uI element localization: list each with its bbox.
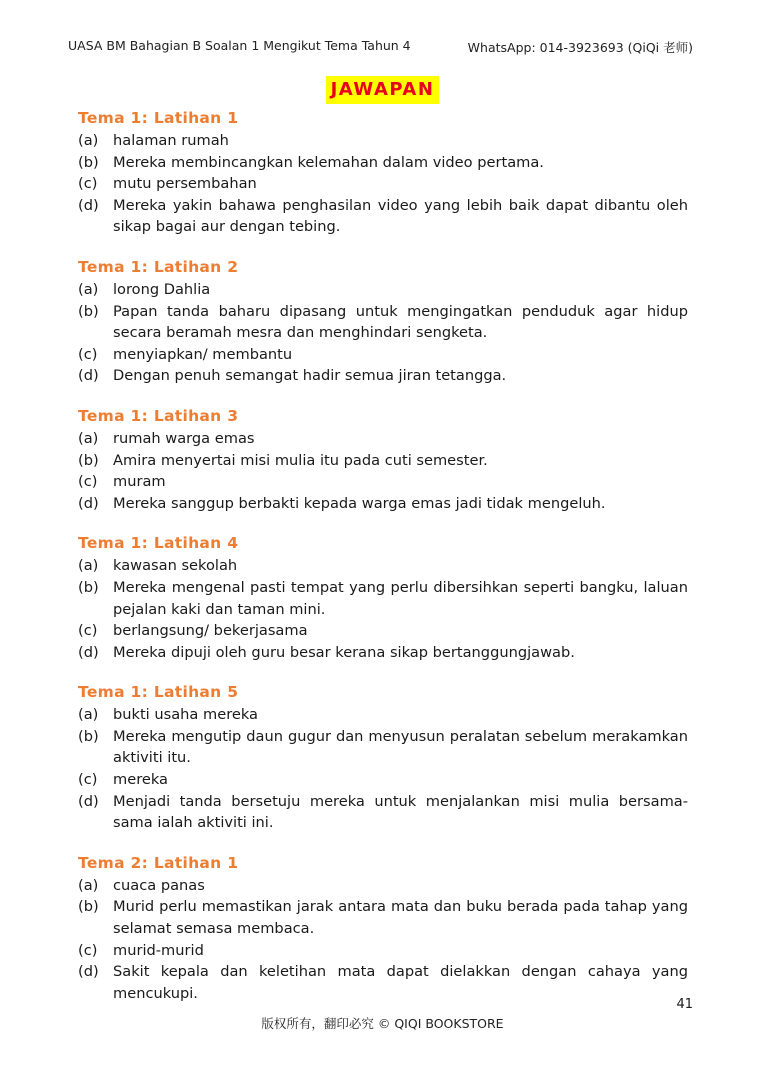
item-label: (b) <box>78 898 99 916</box>
section-title: Tema 1: Latihan 5 <box>78 683 239 702</box>
answer-item <box>78 195 688 238</box>
item-label: (c) <box>78 175 98 193</box>
answer-section <box>78 404 688 514</box>
answer-item <box>78 620 688 642</box>
header-title: UASA BM Bahagian B Soalan 1 Mengikut Tema Tahun 4 <box>68 38 411 53</box>
item-label: (d) <box>78 963 99 981</box>
item-text: berlangsung/ bekerjasama <box>113 622 308 640</box>
item-label: (c) <box>78 345 98 363</box>
item-text: Menjadi tanda bersetuju mereka untuk menjalankan misi mulia bersama-sama ialah aktiviti ini. <box>113 792 688 832</box>
item-text: menyiapkan/ membantu <box>113 345 293 363</box>
item-label: (b) <box>78 302 99 320</box>
item-text: bukti usaha mereka <box>113 706 258 724</box>
page-footer: 版权所有，翻印必究 © QIQI BOOKSTORE <box>261 1016 504 1031</box>
answer-item <box>78 555 688 577</box>
answer-item <box>78 428 688 450</box>
answer-item <box>78 704 688 726</box>
item-text: Murid perlu memastikan jarak antara mata dan buku berada pada tahap yang selamat semasa membaca. <box>113 898 688 938</box>
answer-item <box>78 173 688 195</box>
answer-item <box>78 961 688 1004</box>
item-label: (a) <box>78 876 99 894</box>
item-text: rumah warga emas <box>113 429 255 447</box>
item-text: Amira menyertai misi mulia itu pada cuti semester. <box>113 451 488 469</box>
item-label: (b) <box>78 153 99 171</box>
answer-item <box>78 152 688 174</box>
item-text: mutu persembahan <box>113 175 257 193</box>
answer-item <box>78 493 688 515</box>
item-label: (a) <box>78 280 99 298</box>
page-title: JAWAPAN <box>326 76 440 104</box>
page-header <box>68 38 693 56</box>
item-text: muram <box>113 473 166 491</box>
item-text: kawasan sekolah <box>113 557 238 575</box>
item-text: cuaca panas <box>113 876 205 894</box>
answer-section <box>78 255 688 387</box>
item-text: lorong Dahlia <box>113 280 211 298</box>
item-text: Papan tanda baharu dipasang untuk mengingatkan penduduk agar hidup secara beramah mesra dan menghindari sengketa. <box>113 302 688 342</box>
answer-item <box>78 450 688 472</box>
item-text: Sakit kepala dan keletihan mata dapat dielakkan dengan cahaya yang mencukupi. <box>113 963 688 1002</box>
item-text: Mereka membincangkan kelemahan dalam video pertama. <box>113 153 544 171</box>
item-label: (c) <box>78 771 98 789</box>
item-label: (d) <box>78 196 99 214</box>
item-label: (a) <box>78 132 99 149</box>
item-label: (d) <box>78 367 99 385</box>
item-label: (d) <box>78 643 99 661</box>
item-text: Mereka mengutip daun gugur dan menyusun peralatan sebelum merakamkan aktiviti itu. <box>113 727 688 767</box>
item-label: (b) <box>78 451 99 469</box>
answer-section <box>78 851 688 1005</box>
section-title: Tema 1: Latihan 2 <box>78 257 239 276</box>
answer-item <box>78 791 688 834</box>
item-text: Dengan penuh semangat hadir semua jiran tetangga. <box>113 367 507 385</box>
item-label: (a) <box>78 429 99 447</box>
item-text: halaman rumah <box>113 132 229 149</box>
section-title: Tema 1: Latihan 1 <box>78 109 239 127</box>
item-label: (c) <box>78 473 98 491</box>
answer-item <box>78 344 688 366</box>
header-contact: WhatsApp: 014-3923693 (QiQi 老师) <box>467 40 693 55</box>
title-wrapper <box>0 76 765 104</box>
answer-section <box>78 531 688 663</box>
page-number: 41 <box>676 997 693 1012</box>
answer-item <box>78 875 688 897</box>
answer-item <box>78 577 688 620</box>
item-text: Mereka dipuji oleh guru besar kerana sikap bertanggungjawab. <box>113 643 575 661</box>
item-text: mereka <box>113 771 168 789</box>
answer-section <box>78 106 688 238</box>
item-text: Mereka mengenal pasti tempat yang perlu dibersihkan seperti bangku, laluan pejalan kaki dan taman mini. <box>113 578 688 618</box>
item-label: (c) <box>78 622 98 640</box>
answer-item <box>78 940 688 962</box>
answer-item <box>78 471 688 493</box>
answer-item <box>78 896 688 939</box>
answer-item <box>78 279 688 301</box>
section-title: Tema 1: Latihan 3 <box>78 406 239 425</box>
answer-item <box>78 726 688 769</box>
item-label: (c) <box>78 941 98 959</box>
item-text: murid-murid <box>113 941 204 959</box>
item-label: (b) <box>78 578 99 596</box>
item-label: (a) <box>78 706 99 724</box>
answer-item <box>78 130 688 152</box>
item-label: (a) <box>78 557 99 575</box>
answer-content <box>78 106 688 1021</box>
answer-item <box>78 301 688 344</box>
answer-section <box>78 680 688 834</box>
section-title: Tema 1: Latihan 4 <box>78 534 239 553</box>
item-text: Mereka yakin bahawa penghasilan video yang lebih baik dapat dibantu oleh sikap bagai aur dengan tebing. <box>113 196 688 236</box>
item-label: (d) <box>78 792 99 810</box>
answer-item <box>78 642 688 664</box>
section-title: Tema 2: Latihan 1 <box>78 853 239 872</box>
answer-item <box>78 365 688 387</box>
item-text: Mereka sanggup berbakti kepada warga emas jadi tidak mengeluh. <box>113 494 606 512</box>
answer-item <box>78 769 688 791</box>
item-label: (b) <box>78 727 99 745</box>
item-label: (d) <box>78 494 99 512</box>
